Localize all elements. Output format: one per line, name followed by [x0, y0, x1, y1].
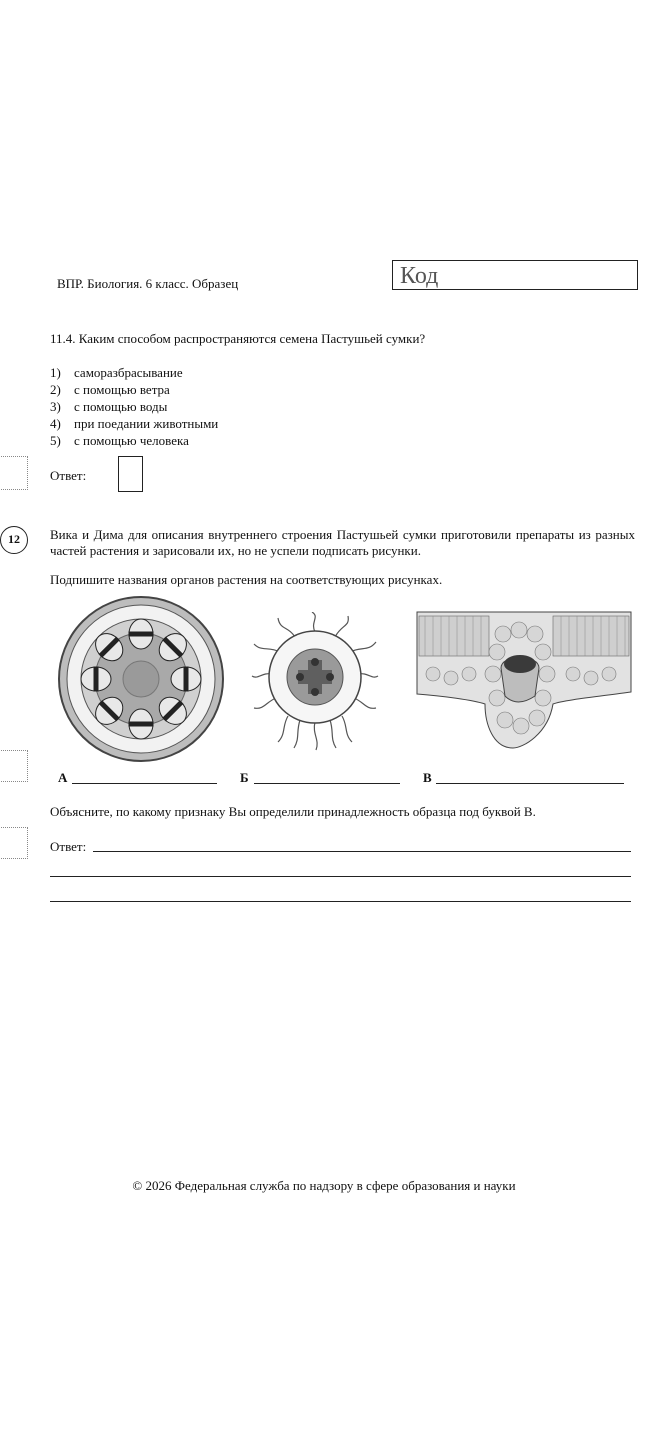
answer-label-12: Ответ: — [50, 839, 87, 854]
drawing-a-stem-section — [56, 594, 226, 764]
option-2: 2) с помощью ветра — [50, 382, 170, 397]
option-4: 4) при поедании животными — [50, 416, 219, 431]
label-a-answer-line[interactable] — [72, 770, 217, 784]
score-box-12-2 — [0, 827, 28, 859]
drawing-c-leaf-section — [413, 604, 635, 750]
answer-line-2[interactable] — [50, 862, 631, 877]
score-box-11-4 — [0, 456, 28, 490]
label-a-row — [58, 770, 67, 786]
label-b-answer-line[interactable] — [254, 770, 400, 784]
footer-copyright: © 2026 Федеральная служба по надзору в сфере образования и науки — [132, 1178, 516, 1193]
option-3: 3) с помощью воды — [50, 399, 168, 414]
label-c-row — [423, 770, 432, 786]
answer-line-3[interactable] — [50, 887, 631, 902]
task-12-intro: Вика и Дима для описания внутреннего строения Пастушьей сумки приготовили препараты из разных частей растения и зарисовали их, но не успели подписать рисунки. — [50, 527, 635, 558]
label-c: В — [423, 770, 432, 785]
question-11-4: 11.4. Каким способом распространяются семена Пастушьей сумки? — [50, 331, 426, 346]
option-1: 1) саморазбрасывание — [50, 365, 183, 380]
answer-line-1[interactable] — [93, 837, 631, 852]
answer-label-11-4: Ответ: — [50, 468, 87, 483]
task-number-12: 12 — [0, 526, 28, 554]
code-label: Код — [400, 263, 439, 289]
code-box[interactable] — [392, 260, 638, 290]
label-b: Б — [240, 770, 249, 785]
task-12-explain: Объясните, по какому признаку Вы определили принадлежность образца под буквой В. — [50, 804, 536, 819]
label-a: А — [58, 770, 68, 785]
options-list — [50, 365, 218, 450]
task-12-instruction: Подпишите названия органов растения на соответствующих рисунках. — [50, 572, 443, 587]
answer-box-11-4[interactable] — [118, 456, 143, 492]
score-box-12-1 — [0, 750, 28, 782]
drawing-b-root-section — [250, 612, 380, 752]
label-b-row — [240, 770, 249, 786]
label-c-answer-line[interactable] — [436, 770, 624, 784]
option-5: 5) с помощью человека — [50, 433, 189, 448]
page-header-title: ВПР. Биология. 6 класс. Образец — [57, 276, 239, 291]
